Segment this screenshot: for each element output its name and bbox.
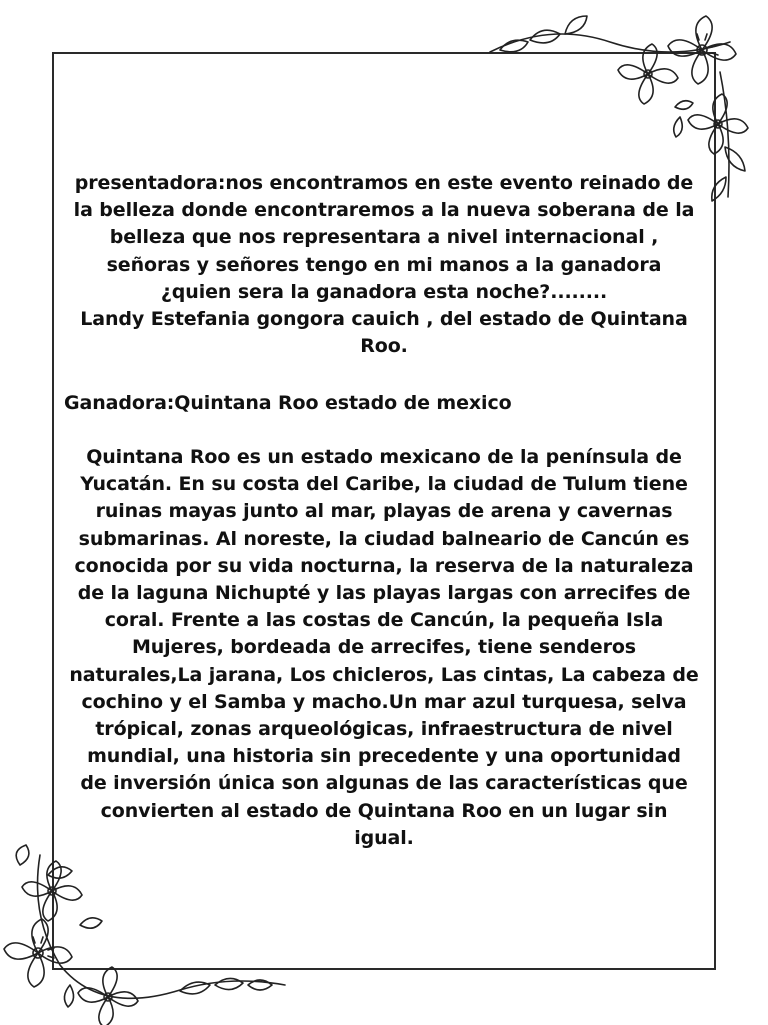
description-line: Quintana Roo es un estado mexicano de la península de xyxy=(86,446,682,468)
description-line: de la laguna Nichupté y las playas largas con arrecifes de xyxy=(77,582,691,605)
description-line: submarinas. Al noreste, la ciudad balneario de Cancún es xyxy=(78,527,690,550)
description-line: convierten al estado de Quintana Roo en un lugar sin xyxy=(100,799,668,822)
description-line: ruinas mayas junto al mar, playas de arena y cavernas xyxy=(95,500,673,523)
intro-line: la belleza donde encontraremos a la nueva soberana de la xyxy=(73,199,695,222)
description-line: cochino y el Samba y macho.Un mar azul turquesa, selva xyxy=(81,690,687,713)
intro-line: presentadora:nos encontramos en este evento reinado de xyxy=(74,172,694,194)
intro-line: señoras y señores tengo en mi manos a la ganadora xyxy=(106,253,662,276)
quintana-roo-description-paragraph xyxy=(60,444,708,852)
description-line: coral. Frente a las costas de Cancún, la pequeña Isla xyxy=(104,609,664,632)
description-line: trópical, zonas arqueológicas, infraestructura de nivel xyxy=(95,718,673,741)
intro-line: ¿quien sera la ganadora esta noche?........ xyxy=(160,280,608,303)
intro-line: Roo. xyxy=(360,335,408,358)
description-line: Yucatán. En su costa del Caribe, la ciudad de Tulum tiene xyxy=(80,473,688,496)
winner-announcement: Ganadora:Quintana Roo estado de mexico xyxy=(64,392,512,414)
description-line: conocida por su vida nocturna, la reserva de la naturaleza xyxy=(74,554,694,577)
description-line: naturales,La jarana, Los chicleros, Las cintas, La cabeza de xyxy=(69,663,699,686)
presenter-intro-paragraph xyxy=(60,170,708,360)
intro-line: Landy Estefania gongora cauich , del estado de Quintana xyxy=(80,308,688,331)
description-line: de inversión única son algunas de las características que xyxy=(80,772,688,795)
description-line: igual. xyxy=(354,826,414,849)
floral-corner-bottom-left-icon xyxy=(0,845,300,1025)
intro-line: belleza que nos representara a nivel internacional , xyxy=(109,226,659,249)
description-line: Mujeres, bordeada de arrecifes, tiene senderos xyxy=(131,636,637,659)
description-line: mundial, una historia sin precedente y una oportunidad xyxy=(87,745,681,768)
